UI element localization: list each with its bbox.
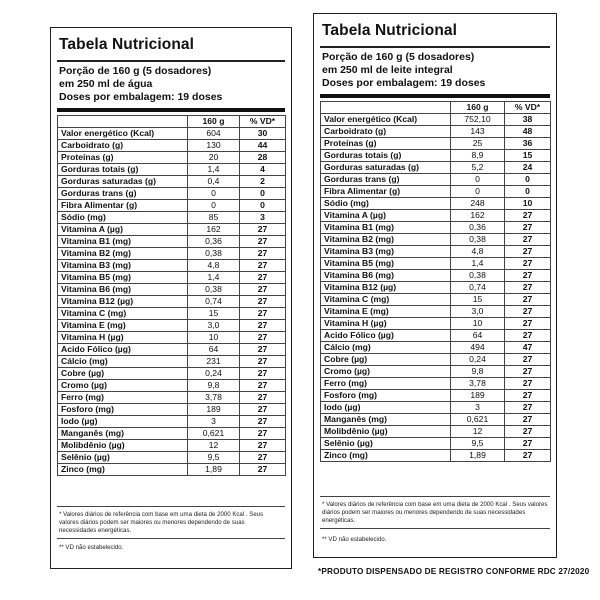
nutrient-daily-value: 27 — [240, 404, 286, 416]
table-row — [321, 150, 551, 162]
nutrient-quantity: 3,78 — [188, 392, 240, 404]
table-row — [58, 260, 286, 272]
nutrient-name: Vitamina B6 (mg) — [321, 270, 451, 282]
nutrient-name: Cromo (µg) — [58, 380, 188, 392]
nutrient-name: Selênio (µg) — [321, 438, 451, 450]
nutrient-daily-value: 27 — [240, 428, 286, 440]
table-row — [321, 246, 551, 258]
nutrient-daily-value: 27 — [240, 320, 286, 332]
table-row — [321, 294, 551, 306]
table-row — [321, 450, 551, 462]
nutrient-quantity: 0 — [451, 186, 505, 198]
table-row — [321, 438, 551, 450]
nutrient-daily-value: 27 — [505, 246, 551, 258]
nutrient-quantity: 9,8 — [188, 380, 240, 392]
table-row — [58, 176, 286, 188]
nutrition-table — [320, 101, 551, 462]
serving-line: em 250 ml de leite integral — [322, 64, 453, 76]
table-row — [58, 464, 286, 476]
nutrient-daily-value: 0 — [240, 188, 286, 200]
nutrient-name: Vitamina B3 (mg) — [58, 260, 188, 272]
nutrient-name: Vitamina B12 (µg) — [321, 282, 451, 294]
nutrient-daily-value: 27 — [505, 306, 551, 318]
nutrient-name: Fibra Alimentar (g) — [58, 200, 188, 212]
nutrient-quantity: 162 — [188, 224, 240, 236]
nutrition-panel-water — [50, 27, 292, 569]
nutrient-name: Cálcio (mg) — [321, 342, 451, 354]
divider — [320, 528, 550, 529]
table-row — [58, 308, 286, 320]
table-row — [58, 164, 286, 176]
nutrient-daily-value: 27 — [505, 294, 551, 306]
nutrient-daily-value: 27 — [505, 222, 551, 234]
nutrient-quantity: 3 — [188, 416, 240, 428]
nutrient-name: Vitamina B3 (mg) — [321, 246, 451, 258]
nutrient-quantity: 0,74 — [451, 282, 505, 294]
nutrient-name: Vitamina B1 (mg) — [321, 222, 451, 234]
nutrient-quantity: 25 — [451, 138, 505, 150]
nutrient-quantity: 0 — [451, 174, 505, 186]
nutrient-quantity: 604 — [188, 128, 240, 140]
table-row — [321, 282, 551, 294]
nutrient-name: Vitamina B6 (mg) — [58, 284, 188, 296]
nutrient-quantity: 1,89 — [451, 450, 505, 462]
table-row — [321, 198, 551, 210]
nutrient-quantity: 9,5 — [188, 452, 240, 464]
divider — [320, 496, 550, 497]
nutrient-daily-value: 3 — [240, 212, 286, 224]
nutrient-quantity: 1,4 — [188, 272, 240, 284]
nutrient-name: Vitamina H (µg) — [58, 332, 188, 344]
header-daily-value: % VD* — [505, 102, 551, 114]
nutrient-quantity: 0,24 — [188, 368, 240, 380]
nutrient-name: Gorduras totais (g) — [58, 164, 188, 176]
nutrient-name: Manganês (mg) — [321, 414, 451, 426]
serving-line: Doses por embalagem: 19 doses — [322, 77, 486, 89]
nutrient-quantity: 3,0 — [188, 320, 240, 332]
serving-line: Porção de 160 g (5 dosadores) — [59, 65, 212, 77]
nutrient-quantity: 3 — [451, 402, 505, 414]
nutrient-quantity: 0,621 — [188, 428, 240, 440]
divider — [57, 60, 285, 62]
nutrient-daily-value: 15 — [505, 150, 551, 162]
registration-disclaimer: *PRODUTO DISPENSADO DE REGISTRO CONFORME RDC 27/2020 — [318, 567, 590, 576]
table-header-row — [58, 116, 286, 128]
nutrient-quantity: 130 — [188, 140, 240, 152]
nutrient-name: Vitamina B2 (mg) — [58, 248, 188, 260]
table-row — [321, 222, 551, 234]
nutrient-daily-value: 27 — [505, 354, 551, 366]
nutrient-name: Manganês (mg) — [58, 428, 188, 440]
nutrient-daily-value: 27 — [240, 380, 286, 392]
table-row — [321, 318, 551, 330]
nutrient-name: Cobre (µg) — [321, 354, 451, 366]
nutrient-daily-value: 27 — [505, 390, 551, 402]
nutrient-name: Zinco (mg) — [321, 450, 451, 462]
table-row — [58, 356, 286, 368]
nutrient-name: Gorduras trans (g) — [321, 174, 451, 186]
nutrient-name: Vitamina E (mg) — [58, 320, 188, 332]
table-row — [321, 270, 551, 282]
nutrient-name: Molibdênio (µg) — [321, 426, 451, 438]
nutrient-quantity: 85 — [188, 212, 240, 224]
table-row — [58, 428, 286, 440]
nutrient-quantity: 0,621 — [451, 414, 505, 426]
nutrient-quantity: 0,38 — [451, 234, 505, 246]
nutrient-quantity: 189 — [188, 404, 240, 416]
nutrient-name: Iodo (µg) — [321, 402, 451, 414]
table-row — [58, 296, 286, 308]
nutrient-name: Vitamina C (mg) — [321, 294, 451, 306]
nutrient-quantity: 0,38 — [451, 270, 505, 282]
nutrient-name: Vitamina B2 (mg) — [321, 234, 451, 246]
divider — [57, 538, 285, 539]
table-row — [58, 212, 286, 224]
table-row — [321, 174, 551, 186]
table-row — [58, 416, 286, 428]
divider — [57, 506, 285, 507]
nutrient-name: Carboidrato (g) — [58, 140, 188, 152]
table-row — [58, 404, 286, 416]
nutrient-daily-value: 27 — [240, 332, 286, 344]
nutrient-daily-value: 27 — [240, 248, 286, 260]
nutrient-quantity: 3,78 — [451, 378, 505, 390]
table-row — [321, 114, 551, 126]
nutrient-daily-value: 27 — [240, 416, 286, 428]
nutrient-quantity: 0,74 — [188, 296, 240, 308]
nutrient-daily-value: 2 — [240, 176, 286, 188]
table-row — [321, 378, 551, 390]
nutrient-daily-value: 27 — [505, 438, 551, 450]
nutrient-name: Vitamina C (mg) — [58, 308, 188, 320]
nutrient-daily-value: 27 — [505, 318, 551, 330]
table-row — [321, 390, 551, 402]
panel-title: Tabela Nutricional — [322, 22, 458, 39]
header-quantity: 160 g — [188, 116, 240, 128]
table-row — [321, 354, 551, 366]
nutrient-quantity: 189 — [451, 390, 505, 402]
nutrient-quantity: 9,8 — [451, 366, 505, 378]
table-row — [321, 402, 551, 414]
nutrient-daily-value: 27 — [240, 272, 286, 284]
nutrient-daily-value: 27 — [240, 236, 286, 248]
header-quantity: 160 g — [451, 102, 505, 114]
nutrient-daily-value: 27 — [240, 368, 286, 380]
nutrient-name: Iodo (µg) — [58, 416, 188, 428]
nutrient-daily-value: 27 — [505, 414, 551, 426]
footnote-reference: * Valores diários de referência com base em uma dieta de 2000 Kcal . Seus valores diários podem ser maiores ou menores dependendo de suas necessidades energéticas. — [59, 511, 264, 534]
nutrient-quantity: 143 — [451, 126, 505, 138]
nutrient-name: Molibdênio (µg) — [58, 440, 188, 452]
table-row — [58, 332, 286, 344]
nutrient-quantity: 248 — [451, 198, 505, 210]
nutrient-daily-value: 27 — [240, 308, 286, 320]
nutrient-daily-value: 27 — [240, 464, 286, 476]
table-row — [58, 140, 286, 152]
nutrient-daily-value: 27 — [505, 378, 551, 390]
table-row — [58, 248, 286, 260]
nutrient-daily-value: 48 — [505, 126, 551, 138]
nutrient-name: Sódio (mg) — [321, 198, 451, 210]
footnote-reference: * Valores diários de referência com base em uma dieta de 2000 Kcal . Seus valores diários podem ser maiores ou menores dependendo de suas necessidades energéticas. — [322, 501, 548, 524]
table-row — [321, 342, 551, 354]
nutrient-daily-value: 27 — [240, 284, 286, 296]
nutrient-daily-value: 36 — [505, 138, 551, 150]
nutrient-quantity: 1,4 — [451, 258, 505, 270]
nutrient-name: Cromo (µg) — [321, 366, 451, 378]
nutrient-quantity: 12 — [451, 426, 505, 438]
nutrient-quantity: 494 — [451, 342, 505, 354]
table-row — [58, 392, 286, 404]
nutrient-name: Vitamina B5 (mg) — [58, 272, 188, 284]
nutrient-daily-value: 0 — [505, 186, 551, 198]
nutrient-name: Proteínas (g) — [58, 152, 188, 164]
nutrient-daily-value: 27 — [240, 356, 286, 368]
nutrient-daily-value: 0 — [505, 174, 551, 186]
nutrient-quantity: 0,36 — [451, 222, 505, 234]
table-row — [58, 224, 286, 236]
nutrient-daily-value: 27 — [505, 234, 551, 246]
table-row — [58, 272, 286, 284]
nutrient-quantity: 12 — [188, 440, 240, 452]
nutrient-name: Vitamina A (µg) — [58, 224, 188, 236]
nutrient-name: Cobre (µg) — [58, 368, 188, 380]
nutrient-name: Gorduras totais (g) — [321, 150, 451, 162]
nutrient-daily-value: 27 — [240, 224, 286, 236]
nutrient-quantity: 0,38 — [188, 248, 240, 260]
footnote-vd: ** VD não estabelecido. — [59, 544, 124, 551]
serving-line: Doses por embalagem: 19 doses — [59, 91, 223, 103]
nutrient-daily-value: 24 — [505, 162, 551, 174]
nutrient-daily-value: 47 — [505, 342, 551, 354]
nutrient-quantity: 4,8 — [188, 260, 240, 272]
nutrient-daily-value: 27 — [240, 392, 286, 404]
nutrient-daily-value: 30 — [240, 128, 286, 140]
footnote-vd: ** VD não estabelecido. — [322, 536, 387, 543]
nutrient-daily-value: 27 — [505, 258, 551, 270]
nutrient-name: Proteínas (g) — [321, 138, 451, 150]
table-row — [58, 284, 286, 296]
table-row — [58, 200, 286, 212]
nutrient-quantity: 1,4 — [188, 164, 240, 176]
divider — [320, 46, 550, 48]
nutrient-quantity: 0,36 — [188, 236, 240, 248]
nutrient-name: Selênio (µg) — [58, 452, 188, 464]
serving-line: Porção de 160 g (5 dosadores) — [322, 51, 475, 63]
header-nutrient — [58, 116, 188, 128]
nutrient-name: Acido Fólico (µg) — [321, 330, 451, 342]
nutrient-daily-value: 10 — [505, 198, 551, 210]
nutrient-name: Gorduras saturadas (g) — [58, 176, 188, 188]
table-row — [58, 188, 286, 200]
nutrient-name: Fosforo (mg) — [321, 390, 451, 402]
nutrient-quantity: 5,2 — [451, 162, 505, 174]
nutrient-name: Vitamina B5 (mg) — [321, 258, 451, 270]
table-row — [321, 138, 551, 150]
nutrient-quantity: 0 — [188, 188, 240, 200]
table-row — [58, 236, 286, 248]
nutrient-quantity: 0,24 — [451, 354, 505, 366]
nutrient-quantity: 64 — [451, 330, 505, 342]
nutrient-name: Fibra Alimentar (g) — [321, 186, 451, 198]
table-row — [321, 210, 551, 222]
nutrient-daily-value: 27 — [505, 402, 551, 414]
nutrient-daily-value: 27 — [505, 426, 551, 438]
nutrient-name: Fosforo (mg) — [58, 404, 188, 416]
header-daily-value: % VD* — [240, 116, 286, 128]
thick-divider — [320, 94, 550, 98]
nutrient-name: Gorduras saturadas (g) — [321, 162, 451, 174]
nutrient-name: Cálcio (mg) — [58, 356, 188, 368]
nutrient-daily-value: 27 — [240, 296, 286, 308]
nutrient-daily-value: 27 — [505, 450, 551, 462]
nutrient-name: Gorduras trans (g) — [58, 188, 188, 200]
nutrient-quantity: 162 — [451, 210, 505, 222]
nutrient-quantity: 15 — [188, 308, 240, 320]
table-row — [321, 162, 551, 174]
nutrient-name: Vitamina A (µg) — [321, 210, 451, 222]
nutrient-daily-value: 27 — [240, 440, 286, 452]
table-row — [321, 366, 551, 378]
nutrient-name: Acido Fólico (µg) — [58, 344, 188, 356]
nutrient-name: Vitamina B12 (µg) — [58, 296, 188, 308]
nutrient-quantity: 9,5 — [451, 438, 505, 450]
nutrient-daily-value: 27 — [505, 270, 551, 282]
nutrient-name: Ferro (mg) — [58, 392, 188, 404]
table-row — [58, 152, 286, 164]
nutrient-quantity: 0,38 — [188, 284, 240, 296]
nutrient-name: Sódio (mg) — [58, 212, 188, 224]
nutrient-daily-value: 44 — [240, 140, 286, 152]
table-row — [58, 344, 286, 356]
table-row — [58, 368, 286, 380]
table-row — [321, 234, 551, 246]
nutrient-quantity: 10 — [451, 318, 505, 330]
nutrient-daily-value: 27 — [505, 282, 551, 294]
table-row — [321, 414, 551, 426]
thick-divider — [57, 108, 285, 112]
nutrient-quantity: 15 — [451, 294, 505, 306]
nutrition-panel-milk — [313, 13, 557, 558]
table-row — [58, 440, 286, 452]
nutrient-quantity: 64 — [188, 344, 240, 356]
table-header-row — [321, 102, 551, 114]
header-nutrient — [321, 102, 451, 114]
nutrient-daily-value: 4 — [240, 164, 286, 176]
table-row — [321, 186, 551, 198]
nutrient-name: Zinco (mg) — [58, 464, 188, 476]
nutrition-table — [57, 115, 286, 476]
nutrient-name: Valor energético (Kcal) — [58, 128, 188, 140]
nutrient-name: Valor energético (Kcal) — [321, 114, 451, 126]
nutrient-quantity: 1,89 — [188, 464, 240, 476]
table-row — [321, 426, 551, 438]
table-row — [58, 320, 286, 332]
nutrient-quantity: 20 — [188, 152, 240, 164]
nutrient-daily-value: 27 — [240, 344, 286, 356]
nutrient-daily-value: 27 — [240, 452, 286, 464]
table-row — [58, 452, 286, 464]
nutrient-quantity: 10 — [188, 332, 240, 344]
nutrient-daily-value: 0 — [240, 200, 286, 212]
nutrient-quantity: 4,8 — [451, 246, 505, 258]
nutrient-quantity: 752,10 — [451, 114, 505, 126]
panel-title: Tabela Nutricional — [59, 36, 195, 53]
nutrient-quantity: 231 — [188, 356, 240, 368]
table-row — [58, 128, 286, 140]
table-row — [321, 126, 551, 138]
table-row — [321, 306, 551, 318]
nutrient-daily-value: 27 — [505, 330, 551, 342]
table-row — [321, 258, 551, 270]
nutrient-daily-value: 27 — [505, 210, 551, 222]
nutrient-name: Carboidrato (g) — [321, 126, 451, 138]
nutrient-daily-value: 28 — [240, 152, 286, 164]
nutrient-quantity: 0,4 — [188, 176, 240, 188]
table-row — [321, 330, 551, 342]
nutrient-name: Ferro (mg) — [321, 378, 451, 390]
serving-line: em 250 ml de água — [59, 78, 153, 90]
table-row — [58, 380, 286, 392]
nutrient-name: Vitamina E (mg) — [321, 306, 451, 318]
nutrient-name: Vitamina H (µg) — [321, 318, 451, 330]
nutrient-daily-value: 27 — [505, 366, 551, 378]
nutrient-daily-value: 27 — [240, 260, 286, 272]
nutrient-quantity: 0 — [188, 200, 240, 212]
nutrient-name: Vitamina B1 (mg) — [58, 236, 188, 248]
nutrient-quantity: 8,9 — [451, 150, 505, 162]
nutrient-daily-value: 38 — [505, 114, 551, 126]
nutrient-quantity: 3,0 — [451, 306, 505, 318]
